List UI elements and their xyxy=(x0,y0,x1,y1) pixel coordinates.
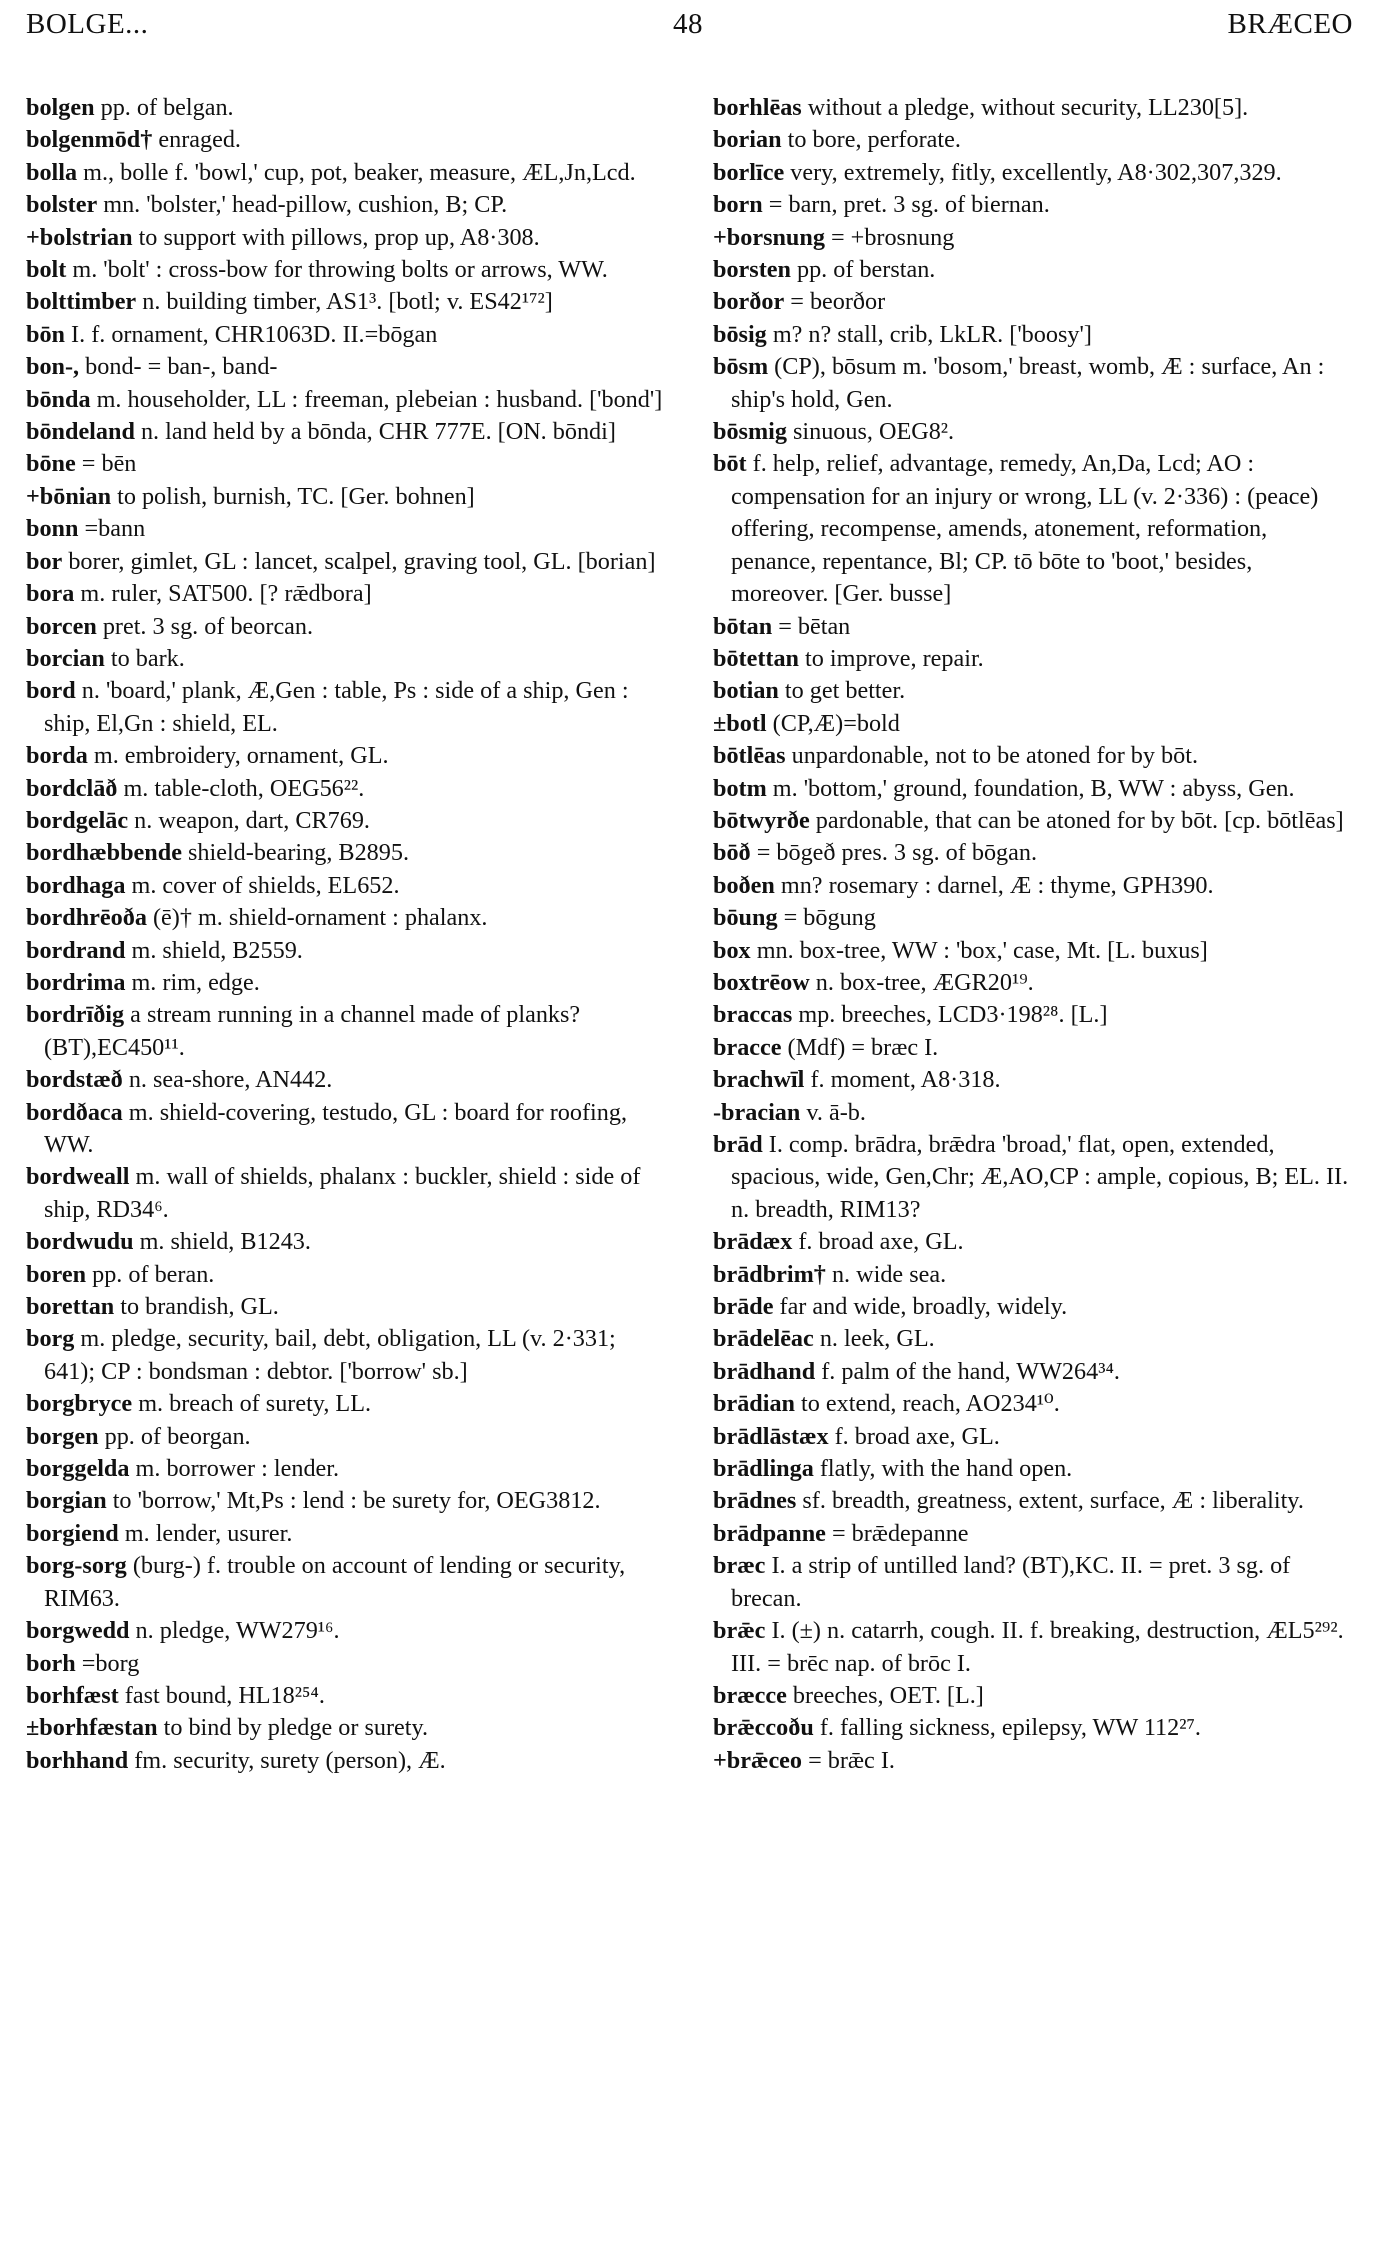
entry-definition: m. wall of shields, phalanx : buckler, shield : side of ship, RD34⁶. xyxy=(44,1163,641,1223)
entry-headword: borgbryce xyxy=(26,1390,133,1418)
dictionary-entry xyxy=(26,1388,666,1420)
entry-definition: m. ruler, SAT500. [? rǣdbora] xyxy=(80,580,372,608)
entry-definition: m. lender, usurer. xyxy=(124,1519,293,1547)
dictionary-entry xyxy=(26,1421,666,1453)
entry-definition: m. table-cloth, OEG56²². xyxy=(123,774,365,802)
dictionary-entry xyxy=(713,319,1353,351)
dictionary-entry xyxy=(713,805,1353,837)
entry-headword: +bōnian xyxy=(26,482,112,510)
dictionary-entry xyxy=(713,935,1353,967)
entry-definition: m. cover of shields, EL652. xyxy=(131,871,400,899)
entry-definition: f. broad axe, GL. xyxy=(798,1228,964,1256)
entry-definition: f. falling sickness, epilepsy, WW 112²⁷. xyxy=(819,1714,1201,1742)
entry-headword: +bolstrian xyxy=(26,223,133,251)
entry-definition: = beorðor xyxy=(790,288,886,316)
entry-headword: brādelēac xyxy=(713,1325,814,1353)
entry-headword: bordgelāc xyxy=(26,806,129,834)
entry-headword: bōtan xyxy=(713,612,773,640)
entry-definition: f. help, relief, advantage, remedy, An,Da, Lcd; AO : compensation for an injury or wrong, LL (v. 2·336) : (peace) offering, recompense, amends, atonement, reformation, penance, repentance, Bl; CP. tō bōte to 'boot,' besides, moreover. [Ger. busse] xyxy=(731,450,1319,608)
dictionary-entry xyxy=(26,189,666,221)
columns xyxy=(26,92,1353,1777)
page-number: 48 xyxy=(672,8,703,40)
entry-headword: bordrand xyxy=(26,936,126,964)
entry-headword: ±borhfæstan xyxy=(26,1714,158,1742)
entry-definition: f. broad axe, GL. xyxy=(834,1422,1000,1450)
left-column xyxy=(26,92,666,1777)
entry-headword: bordstæð xyxy=(26,1066,123,1094)
entry-headword: bōn xyxy=(26,320,65,348)
entry-definition: to get better. xyxy=(784,677,906,705)
dictionary-entry xyxy=(713,1129,1353,1226)
entry-definition: n. 'board,' plank, Æ,Gen : table, Ps : side of a ship, Gen : ship, El,Gn : shield, EL. xyxy=(44,677,629,737)
entry-headword: borðor xyxy=(713,288,785,316)
entry-headword: borgwedd xyxy=(26,1617,130,1645)
entry-definition: m. 'bolt' : cross-bow for throwing bolts or arrows, WW. xyxy=(72,256,608,284)
entry-headword: bolgen xyxy=(26,94,95,121)
entry-definition: m. pledge, security, bail, debt, obligation, LL (v. 2·331; 641); CP : bondsman : debtor. ['borrow' sb.] xyxy=(44,1325,616,1385)
dictionary-entry xyxy=(26,92,666,124)
dictionary-entry xyxy=(713,92,1353,124)
dictionary-entry xyxy=(26,351,666,383)
dictionary-entry xyxy=(26,286,666,318)
entry-definition: = barn, pret. 3 sg. of biernan. xyxy=(768,191,1050,219)
dictionary-entry xyxy=(713,448,1353,610)
dictionary-entry xyxy=(713,1226,1353,1258)
dictionary-entry xyxy=(26,675,666,740)
entry-headword: brādbrim† xyxy=(713,1260,826,1288)
entry-headword: bōndeland xyxy=(26,418,135,446)
entry-headword: borian xyxy=(713,126,782,154)
entry-definition: m. borrower : lender. xyxy=(135,1455,340,1483)
dictionary-entry xyxy=(713,1291,1353,1323)
entry-definition: sf. breadth, greatness, extent, surface, Æ : liberality. xyxy=(802,1487,1304,1515)
dictionary-entry xyxy=(713,1097,1353,1129)
entry-definition: fm. security, surety (person), Æ. xyxy=(134,1746,446,1774)
dictionary-entry xyxy=(713,1064,1353,1096)
entry-headword: borh xyxy=(26,1649,76,1677)
entry-headword: boðen xyxy=(713,871,775,899)
entry-definition: n. weapon, dart, CR769. xyxy=(134,806,370,834)
entry-headword: bōsmig xyxy=(713,418,787,446)
entry-headword: borhlēas xyxy=(713,94,802,121)
dictionary-entry xyxy=(713,902,1353,934)
dictionary-entry xyxy=(26,1161,666,1226)
dictionary-entry xyxy=(713,675,1353,707)
entry-headword: bōtlēas xyxy=(713,742,786,770)
entry-definition: n. wide sea. xyxy=(831,1260,947,1288)
entry-definition: to brandish, GL. xyxy=(120,1293,279,1321)
dictionary-entry xyxy=(26,967,666,999)
dictionary-entry xyxy=(713,1032,1353,1064)
dictionary-entry xyxy=(26,1550,666,1615)
running-header xyxy=(26,8,1353,52)
entry-headword: bōnda xyxy=(26,385,91,413)
dictionary-entry xyxy=(26,1097,666,1162)
entry-definition: to bark. xyxy=(110,644,185,672)
dictionary-entry xyxy=(713,1388,1353,1420)
dictionary-entry xyxy=(713,189,1353,221)
entry-definition: (ē)† m. shield-ornament : phalanx. xyxy=(152,904,488,932)
dictionary-entry xyxy=(713,1680,1353,1712)
entry-definition: m. shield, B2559. xyxy=(131,936,303,964)
dictionary-entry xyxy=(26,902,666,934)
entry-headword: borsten xyxy=(713,256,791,284)
entry-headword: bordrima xyxy=(26,968,126,996)
entry-definition: borer, gimlet, GL : lancet, scalpel, graving tool, GL. [borian] xyxy=(68,547,656,575)
entry-definition: pret. 3 sg. of beorcan. xyxy=(102,612,314,640)
dictionary-entry xyxy=(26,546,666,578)
entry-definition: = brǣdepanne xyxy=(831,1519,969,1547)
entry-definition: (Mdf) = bræc I. xyxy=(787,1033,939,1061)
entry-headword: bōð xyxy=(713,839,751,867)
dictionary-entry xyxy=(26,1648,666,1680)
entry-definition: pardonable, that can be atoned for by bōt. [cp. bōtlēas] xyxy=(815,806,1344,834)
entry-definition: m. shield-covering, testudo, GL : board for roofing, WW. xyxy=(44,1098,627,1158)
entry-definition: n. pledge, WW279¹⁶. xyxy=(135,1617,340,1645)
entry-headword: brǣccoðu xyxy=(713,1714,814,1742)
entry-headword: bonn xyxy=(26,515,79,543)
entry-definition: to bore, perforate. xyxy=(787,126,961,154)
dictionary-entry xyxy=(26,773,666,805)
entry-definition: breeches, OET. [L.] xyxy=(792,1681,984,1709)
entry-headword: -bracian xyxy=(713,1098,801,1126)
entry-headword: bōne xyxy=(26,450,76,478)
entry-definition: shield-bearing, B2895. xyxy=(187,839,409,867)
entry-headword: bōsm xyxy=(713,353,769,381)
right-guide-word: BRÆCEO xyxy=(1227,8,1353,40)
dictionary-entry xyxy=(713,837,1353,869)
entry-headword: brādlāstæx xyxy=(713,1422,829,1450)
entry-definition: bond- = ban-, band- xyxy=(85,353,278,381)
entry-headword: bracce xyxy=(713,1033,782,1061)
dictionary-entry xyxy=(26,578,666,610)
entry-headword: borettan xyxy=(26,1293,115,1321)
entry-definition: v. ā-b. xyxy=(806,1098,866,1126)
dictionary-entry xyxy=(26,481,666,513)
entry-definition: flatly, with the hand open. xyxy=(819,1455,1073,1483)
entry-definition: unpardonable, not to be atoned for by bōt. xyxy=(791,742,1198,770)
dictionary-entry xyxy=(713,222,1353,254)
entry-headword: borgian xyxy=(26,1487,107,1515)
entry-definition: m. embroidery, ornament, GL. xyxy=(93,742,389,770)
dictionary-entry xyxy=(26,1453,666,1485)
entry-definition: m. shield, B1243. xyxy=(139,1228,311,1256)
entry-headword: botm xyxy=(713,774,767,802)
entry-definition: = bēn xyxy=(81,450,137,478)
entry-headword: botian xyxy=(713,677,779,705)
entry-definition: a stream running in a channel made of planks? (BT),EC450¹¹. xyxy=(44,1001,581,1061)
entry-headword: boxtrēow xyxy=(713,968,810,996)
entry-headword: brachwīl xyxy=(713,1066,805,1094)
entry-headword: bordhæbbende xyxy=(26,839,182,867)
entry-headword: borggelda xyxy=(26,1455,130,1483)
entry-definition: n. leek, GL. xyxy=(819,1325,935,1353)
entry-headword: borg-sorg xyxy=(26,1552,127,1580)
entry-headword: bolttimber xyxy=(26,288,137,316)
dictionary-entry xyxy=(713,1712,1353,1744)
entry-definition: I. a strip of untilled land? (BT),KC. II. = pret. 3 sg. of brecan. xyxy=(731,1552,1291,1612)
entry-headword: bōung xyxy=(713,904,778,932)
entry-headword: borgiend xyxy=(26,1519,119,1547)
dictionary-entry xyxy=(26,1745,666,1777)
entry-headword: ±botl xyxy=(713,709,767,737)
entry-headword: borcian xyxy=(26,644,105,672)
dictionary-entry xyxy=(26,1291,666,1323)
entry-definition: f. palm of the hand, WW264³⁴. xyxy=(821,1357,1120,1385)
dictionary-entry xyxy=(713,643,1353,675)
entry-definition: to extend, reach, AO234¹⁰. xyxy=(801,1390,1060,1418)
dictionary-entry xyxy=(26,1323,666,1388)
entry-headword: bordhrēoða xyxy=(26,904,147,932)
entry-headword: brādlinga xyxy=(713,1455,814,1483)
entry-headword: +borsnung xyxy=(713,223,825,251)
dictionary-entry xyxy=(26,1615,666,1647)
entry-headword: brād xyxy=(713,1131,763,1158)
dictionary-entry xyxy=(26,999,666,1064)
entry-definition: =bann xyxy=(84,515,146,543)
entry-definition: (CP,Æ)=bold xyxy=(772,709,900,737)
entry-definition: pp. of berstan. xyxy=(796,256,936,284)
entry-definition: m? n? stall, crib, LkLR. ['boosy'] xyxy=(772,320,1092,348)
dictionary-entry xyxy=(713,1615,1353,1680)
entry-definition: m. rim, edge. xyxy=(131,968,260,996)
dictionary-entry xyxy=(713,999,1353,1031)
entry-definition: mn? rosemary : darnel, Æ : thyme, GPH390. xyxy=(780,871,1214,899)
dictionary-entry xyxy=(713,773,1353,805)
dictionary-entry xyxy=(713,1259,1353,1291)
dictionary-entry xyxy=(713,611,1353,643)
dictionary-entry xyxy=(713,254,1353,286)
entry-headword: bōtwyrðe xyxy=(713,806,810,834)
entry-headword: bōsig xyxy=(713,320,767,348)
entry-definition: m. householder, LL : freeman, plebeian : husband. ['bond'] xyxy=(96,385,663,413)
entry-definition: f. moment, A8·318. xyxy=(810,1066,1001,1094)
dictionary-entry xyxy=(26,1226,666,1258)
entry-definition: to improve, repair. xyxy=(805,644,984,672)
dictionary-entry xyxy=(713,1356,1353,1388)
entry-definition: to bind by pledge or surety. xyxy=(163,1714,429,1742)
dictionary-entry xyxy=(26,1712,666,1744)
dictionary-entry xyxy=(713,1550,1353,1615)
entry-headword: bordhaga xyxy=(26,871,126,899)
dictionary-entry xyxy=(713,416,1353,448)
dictionary-entry xyxy=(713,740,1353,772)
entry-headword: brādian xyxy=(713,1390,795,1418)
entry-definition: = +brosnung xyxy=(830,223,955,251)
entry-definition: =borg xyxy=(81,1649,140,1677)
entry-headword: bora xyxy=(26,580,75,608)
entry-definition: to 'borrow,' Mt,Ps : lend : be surety for, OEG3812. xyxy=(112,1487,601,1515)
dictionary-entry xyxy=(26,837,666,869)
entry-definition: n. building timber, AS1³. [botl; v. ES42¹⁷²] xyxy=(142,288,553,316)
entry-headword: born xyxy=(713,191,763,219)
entry-headword: borgen xyxy=(26,1422,99,1450)
entry-headword: bōtettan xyxy=(713,644,799,672)
entry-headword: brǣc xyxy=(713,1617,766,1645)
right-column xyxy=(713,92,1353,1777)
entry-definition: pp. of beorgan. xyxy=(104,1422,251,1450)
entry-definition: I. (±) n. catarrh, cough. II. f. breaking, destruction, ÆL5²⁹². III. = brēc nap. of brōc I. xyxy=(731,1617,1344,1677)
entry-definition: = brǣc I. xyxy=(808,1746,895,1774)
entry-definition: to support with pillows, prop up, A8·308. xyxy=(138,223,540,251)
entry-headword: bōt xyxy=(713,450,747,478)
entry-headword: borda xyxy=(26,742,88,770)
entry-headword: brādpanne xyxy=(713,1519,826,1547)
dictionary-entry xyxy=(26,611,666,643)
dictionary-entry xyxy=(26,416,666,448)
dictionary-entry xyxy=(713,1323,1353,1355)
dictionary-entry xyxy=(26,1680,666,1712)
entry-headword: bordðaca xyxy=(26,1098,123,1126)
entry-headword: brāde xyxy=(713,1293,774,1321)
dictionary-entry xyxy=(26,222,666,254)
entry-headword: bordwudu xyxy=(26,1228,134,1256)
dictionary-entry xyxy=(26,513,666,545)
entry-headword: boren xyxy=(26,1260,87,1288)
entry-headword: bolster xyxy=(26,191,98,219)
dictionary-entry xyxy=(26,124,666,156)
entry-definition: n. box-tree, ÆGR20¹⁹. xyxy=(815,968,1034,996)
entry-definition: enraged. xyxy=(158,126,241,154)
dictionary-entry xyxy=(26,1064,666,1096)
entry-headword: box xyxy=(713,936,751,964)
entry-definition: (burg-) f. trouble on account of lending or security, RIM63. xyxy=(44,1552,626,1612)
entry-definition: I. comp. brādra, brǣdra 'broad,' flat, open, extended, spacious, wide, Gen,Chr; Æ,AO,CP : ample, copious, B; EL. II. n. breadth, RIM13? xyxy=(731,1131,1349,1223)
entry-definition: n. land held by a bōnda, CHR 777E. [ON. bōndi] xyxy=(140,418,616,446)
entry-headword: braccas xyxy=(713,1001,793,1029)
dictionary-entry xyxy=(713,351,1353,416)
entry-headword: brādæx xyxy=(713,1228,793,1256)
entry-headword: brādhand xyxy=(713,1357,816,1385)
entry-headword: brādnes xyxy=(713,1487,797,1515)
entry-definition: = bētan xyxy=(778,612,851,640)
entry-headword: borhhand xyxy=(26,1746,129,1774)
entry-definition: sinuous, OEG8². xyxy=(792,418,955,446)
entry-headword: bordweall xyxy=(26,1163,130,1191)
entry-headword: borcen xyxy=(26,612,97,640)
dictionary-entry xyxy=(26,643,666,675)
dictionary-entry xyxy=(713,157,1353,189)
dictionary-entry xyxy=(26,1518,666,1550)
entry-headword: bordrīðig xyxy=(26,1001,125,1029)
entry-definition: m., bolle f. 'bowl,' cup, pot, beaker, measure, ÆL,Jn,Lcd. xyxy=(83,158,636,186)
left-guide-word: BOLGE... xyxy=(26,8,149,40)
entry-headword: bor xyxy=(26,547,63,575)
entry-definition: pp. of beran. xyxy=(92,1260,215,1288)
entry-headword: bord xyxy=(26,677,76,705)
entry-definition: mn. 'bolster,' head-pillow, cushion, B; CP. xyxy=(103,191,508,219)
entry-definition: = bōgeð pres. 3 sg. of bōgan. xyxy=(756,839,1038,867)
entry-definition: n. sea-shore, AN442. xyxy=(128,1066,333,1094)
dictionary-entry xyxy=(26,805,666,837)
entry-definition: to polish, burnish, TC. [Ger. bohnen] xyxy=(117,482,475,510)
entry-headword: +brǣceo xyxy=(713,1746,803,1774)
entry-headword: bordclāð xyxy=(26,774,118,802)
entry-definition: I. f. ornament, CHR1063D. II.=bōgan xyxy=(71,320,438,348)
dictionary-entry xyxy=(713,286,1353,318)
entry-headword: borlīce xyxy=(713,158,785,186)
dictionary-entry xyxy=(26,319,666,351)
entry-definition: mn. box-tree, WW : 'box,' case, Mt. [L. buxus] xyxy=(756,936,1208,964)
entry-definition: mp. breeches, LCD3·198²⁸. [L.] xyxy=(798,1001,1108,1029)
dictionary-entry xyxy=(26,935,666,967)
entry-headword: bræc xyxy=(713,1552,766,1580)
entry-definition: fast bound, HL18²⁵⁴. xyxy=(124,1681,325,1709)
dictionary-entry xyxy=(26,870,666,902)
dictionary-entry xyxy=(26,448,666,480)
entry-headword: borg xyxy=(26,1325,75,1353)
entry-headword: bolgenmōd† xyxy=(26,126,153,154)
dictionary-entry xyxy=(26,740,666,772)
dictionary-entry xyxy=(713,124,1353,156)
dictionary-entry xyxy=(713,870,1353,902)
entry-headword: bræcce xyxy=(713,1681,787,1709)
dictionary-entry xyxy=(26,1485,666,1517)
dictionary-entry xyxy=(713,1421,1353,1453)
dictionary-entry xyxy=(713,1518,1353,1550)
dictionary-entry xyxy=(713,1453,1353,1485)
dictionary-entry xyxy=(713,708,1353,740)
entry-definition: pp. of belgan. xyxy=(100,94,234,121)
entry-definition: (CP), bōsum m. 'bosom,' breast, womb, Æ : surface, An : ship's hold, Gen. xyxy=(731,353,1325,413)
entry-headword: bon-, xyxy=(26,353,80,381)
entry-definition: m. 'bottom,' ground, foundation, B, WW : abyss, Gen. xyxy=(772,774,1295,802)
entry-definition: m. breach of surety, LL. xyxy=(138,1390,372,1418)
dictionary-entry xyxy=(26,384,666,416)
entry-definition: = bōgung xyxy=(783,904,876,932)
entry-definition: very, extremely, fitly, excellently, A8·302,307,329. xyxy=(790,158,1282,186)
entry-headword: bolla xyxy=(26,158,78,186)
entry-headword: bolt xyxy=(26,256,67,284)
dictionary-entry xyxy=(713,1745,1353,1777)
dictionary-entry xyxy=(26,1259,666,1291)
dictionary-entry xyxy=(713,1485,1353,1517)
entry-headword: borhfæst xyxy=(26,1681,119,1709)
dictionary-entry xyxy=(26,157,666,189)
dictionary-entry xyxy=(713,967,1353,999)
entry-definition: far and wide, broadly, widely. xyxy=(779,1293,1068,1321)
dictionary-entry xyxy=(26,254,666,286)
entry-definition: without a pledge, without security, LL230[5]. xyxy=(807,94,1249,121)
